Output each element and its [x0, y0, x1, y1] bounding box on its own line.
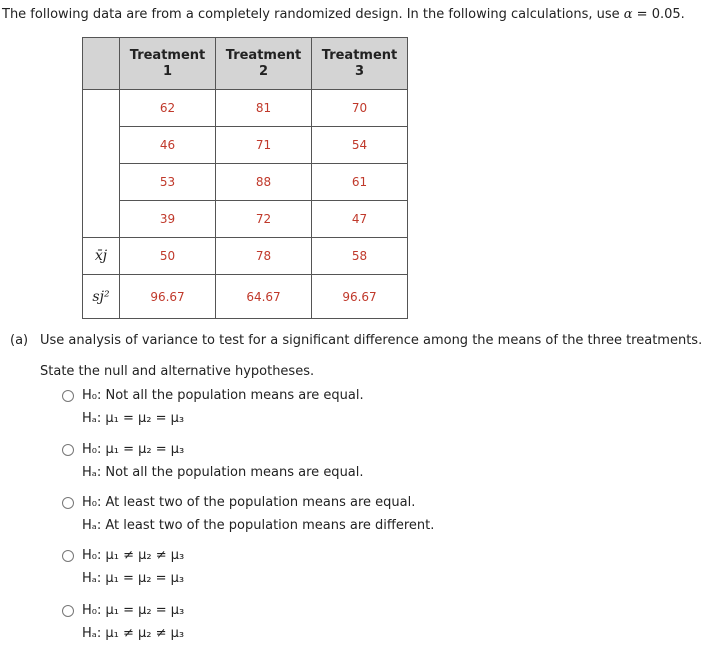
alternative-hypothesis: Hₐ: At least two of the population means are different.	[82, 518, 435, 533]
radio-button[interactable]	[62, 497, 74, 509]
cell: 54	[312, 127, 408, 164]
row-label-blank	[83, 90, 120, 238]
alternative-hypothesis: Hₐ: μ₁ = μ₂ = μ₃	[82, 411, 185, 426]
header-treatment-1: Treatment 1	[120, 38, 216, 90]
cell: 81	[216, 90, 312, 127]
alternative-hypothesis: Hₐ: μ₁ ≠ μ₂ ≠ μ₃	[82, 626, 185, 641]
question-label: (a)	[10, 333, 29, 348]
instruction-text: State the null and alternative hypotheses.	[40, 364, 315, 379]
null-hypothesis: H₀: At least two of the population means are equal.	[82, 495, 416, 510]
cell: 53	[120, 164, 216, 201]
table-corner	[83, 38, 120, 90]
radio-button[interactable]	[62, 605, 74, 617]
alternative-hypothesis: Hₐ: μ₁ = μ₂ = μ₃	[82, 571, 185, 586]
cell: 61	[312, 164, 408, 201]
variance-row-label: sj²	[83, 275, 120, 319]
radio-button[interactable]	[62, 550, 74, 562]
variance-cell: 96.67	[120, 275, 216, 319]
cell: 88	[216, 164, 312, 201]
cell: 47	[312, 201, 408, 238]
question-a	[10, 333, 702, 348]
header-treatment-3: Treatment 3	[312, 38, 408, 90]
variance-cell: 96.67	[312, 275, 408, 319]
null-hypothesis: H₀: μ₁ ≠ μ₂ ≠ μ₃	[82, 548, 185, 563]
cell: 46	[120, 127, 216, 164]
null-hypothesis: H₀: Not all the population means are equal.	[82, 388, 364, 403]
question-text: Use analysis of variance to test for a significant difference among the means of the three treatments.	[40, 333, 703, 348]
radio-button[interactable]	[62, 444, 74, 456]
cell: 39	[120, 201, 216, 238]
mean-cell: 58	[312, 238, 408, 275]
intro-after: = 0.05.	[632, 7, 685, 22]
cell: 62	[120, 90, 216, 127]
radio-button[interactable]	[62, 390, 74, 402]
mean-cell: 78	[216, 238, 312, 275]
header-treatment-2: Treatment 2	[216, 38, 312, 90]
mean-row-label: x̄j	[83, 238, 120, 275]
null-hypothesis: H₀: μ₁ = μ₂ = μ₃	[82, 442, 185, 457]
alternative-hypothesis: Hₐ: Not all the population means are equal.	[82, 465, 364, 480]
data-table	[82, 37, 408, 319]
intro-text	[2, 7, 685, 22]
cell: 70	[312, 90, 408, 127]
alpha-symbol: α	[623, 7, 633, 22]
intro-before: The following data are from a completely randomized design. In the following calculations, use	[2, 7, 624, 22]
variance-cell: 64.67	[216, 275, 312, 319]
mean-cell: 50	[120, 238, 216, 275]
null-hypothesis: H₀: μ₁ = μ₂ = μ₃	[82, 603, 185, 618]
cell: 71	[216, 127, 312, 164]
cell: 72	[216, 201, 312, 238]
